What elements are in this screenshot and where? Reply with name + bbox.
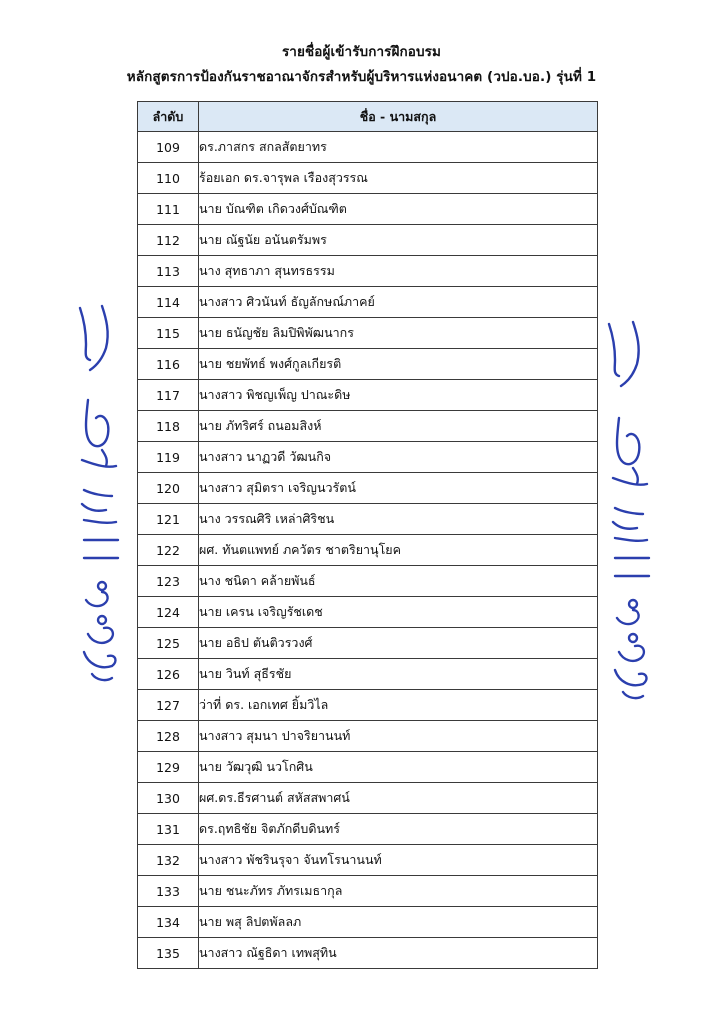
- table-row: [138, 473, 598, 504]
- participant-name: ร้อยเอก ดร.จารุพล เรืองสุวรรณ: [199, 163, 598, 194]
- participant-name: นาง วรรณศิริ เหล่าศิริชน: [199, 504, 598, 535]
- table-row: [138, 225, 598, 256]
- participant-name: นาย ชนะภัทร ภัทรเมธากุล: [199, 876, 598, 907]
- participant-name: นางสาว พิชญเพ็ญ ปาณะดิษ: [199, 380, 598, 411]
- row-number: 117: [138, 380, 199, 411]
- participant-name: นาง สุทธาภา สุนทรธรรม: [199, 256, 598, 287]
- row-number: 129: [138, 752, 199, 783]
- row-number: 132: [138, 845, 199, 876]
- row-number: 127: [138, 690, 199, 721]
- participant-name: นาย ภัทริศร์ ถนอมสิงห์: [199, 411, 598, 442]
- participant-name: นาย เครน เจริญรัชเดช: [199, 597, 598, 628]
- table-row: [138, 194, 598, 225]
- participant-name: นางสาว สุมนา ปาจริยานนท์: [199, 721, 598, 752]
- row-number: 125: [138, 628, 199, 659]
- participant-name: นาย วินท์ สุธีรชัย: [199, 659, 598, 690]
- table-row: [138, 628, 598, 659]
- row-number: 124: [138, 597, 199, 628]
- participant-name: นางสาว นาฏวดี วัฒนกิจ: [199, 442, 598, 473]
- participant-name: นาย วัฒวุฒิ นวโกศิน: [199, 752, 598, 783]
- participant-name: ผศ.ดร.ธีรศานต์ สหัสสพาศน์: [199, 783, 598, 814]
- row-number: 134: [138, 907, 199, 938]
- participant-table: [137, 101, 598, 969]
- signature-left: [62, 300, 132, 700]
- row-number: 128: [138, 721, 199, 752]
- participant-name: นาง ชนิดา คล้ายพันธ์: [199, 566, 598, 597]
- participant-name: ผศ. ทันตแพทย์ ภควัตร ชาตริยานุโยค: [199, 535, 598, 566]
- row-number: 112: [138, 225, 199, 256]
- participant-name: นาย ชยพัทธ์ พงศ์กูลเกียรติ: [199, 349, 598, 380]
- table-row: [138, 938, 598, 969]
- table-row: [138, 256, 598, 287]
- table-row: [138, 349, 598, 380]
- table-row: [138, 380, 598, 411]
- table-row: [138, 721, 598, 752]
- table-row: [138, 535, 598, 566]
- table-row: [138, 132, 598, 163]
- participant-name: นางสาว ศิวนันท์ ธัญลักษณ์ภาคย์: [199, 287, 598, 318]
- table-row: [138, 287, 598, 318]
- table-row: [138, 163, 598, 194]
- row-number: 119: [138, 442, 199, 473]
- table-row: [138, 876, 598, 907]
- row-number: 133: [138, 876, 199, 907]
- row-number: 113: [138, 256, 199, 287]
- row-number: 123: [138, 566, 199, 597]
- table-row: [138, 814, 598, 845]
- row-number: 110: [138, 163, 199, 194]
- participant-name: นาย บัณฑิต เกิดวงศ์บัณฑิต: [199, 194, 598, 225]
- column-header-no: ลำดับ: [138, 102, 199, 132]
- page-subtitle: หลักสูตรการป้องกันราชอาณาจักรสำหรับผู้บริหารแห่งอนาคต (วปอ.บอ.) รุ่นที่ 1: [126, 69, 597, 85]
- participant-name: นางสาว พัชรินรุจา จันทโรนานนท์: [199, 845, 598, 876]
- page-title: รายชื่อผู้เข้ารับการฝึกอบรม: [281, 44, 442, 60]
- row-number: 121: [138, 504, 199, 535]
- table-body: [138, 132, 598, 969]
- row-number: 109: [138, 132, 199, 163]
- table-row: [138, 907, 598, 938]
- participant-name: นางสาว สุมิตรา เจริญนวรัตน์: [199, 473, 598, 504]
- column-header-name: ชื่อ - นามสกุล: [199, 102, 598, 132]
- table-header-row: [138, 102, 598, 132]
- participant-name: ดร.ฤทธิชัย จิตภักดีบดินทร์: [199, 814, 598, 845]
- participant-name: ว่าที่ ดร. เอกเทศ ยิ้มวิไล: [199, 690, 598, 721]
- table-row: [138, 566, 598, 597]
- participant-name: นาย ธนัญชัย ลิมปิพิพัฒนากร: [199, 318, 598, 349]
- table-row: [138, 504, 598, 535]
- participant-name: นาย พสุ ลิปตพัลลภ: [199, 907, 598, 938]
- table-row: [138, 752, 598, 783]
- row-number: 114: [138, 287, 199, 318]
- row-number: 130: [138, 783, 199, 814]
- row-number: 122: [138, 535, 199, 566]
- row-number: 118: [138, 411, 199, 442]
- table-row: [138, 690, 598, 721]
- table-row: [138, 659, 598, 690]
- table-row: [138, 845, 598, 876]
- row-number: 111: [138, 194, 199, 225]
- table-row: [138, 442, 598, 473]
- participant-name: นางสาว ณัฐธิดา เทพสุทิน: [199, 938, 598, 969]
- row-number: 135: [138, 938, 199, 969]
- participant-name: นาย อธิป ตันติวรวงศ์: [199, 628, 598, 659]
- signature-right: [595, 318, 665, 718]
- row-number: 131: [138, 814, 199, 845]
- row-number: 126: [138, 659, 199, 690]
- row-number: 116: [138, 349, 199, 380]
- table-row: [138, 411, 598, 442]
- table-row: [138, 597, 598, 628]
- participant-name: นาย ณัฐนัย อนันตรัมพร: [199, 225, 598, 256]
- row-number: 115: [138, 318, 199, 349]
- participant-name: ดร.ภาสกร สกลสัตยาทร: [199, 132, 598, 163]
- table-row: [138, 318, 598, 349]
- row-number: 120: [138, 473, 199, 504]
- table-row: [138, 783, 598, 814]
